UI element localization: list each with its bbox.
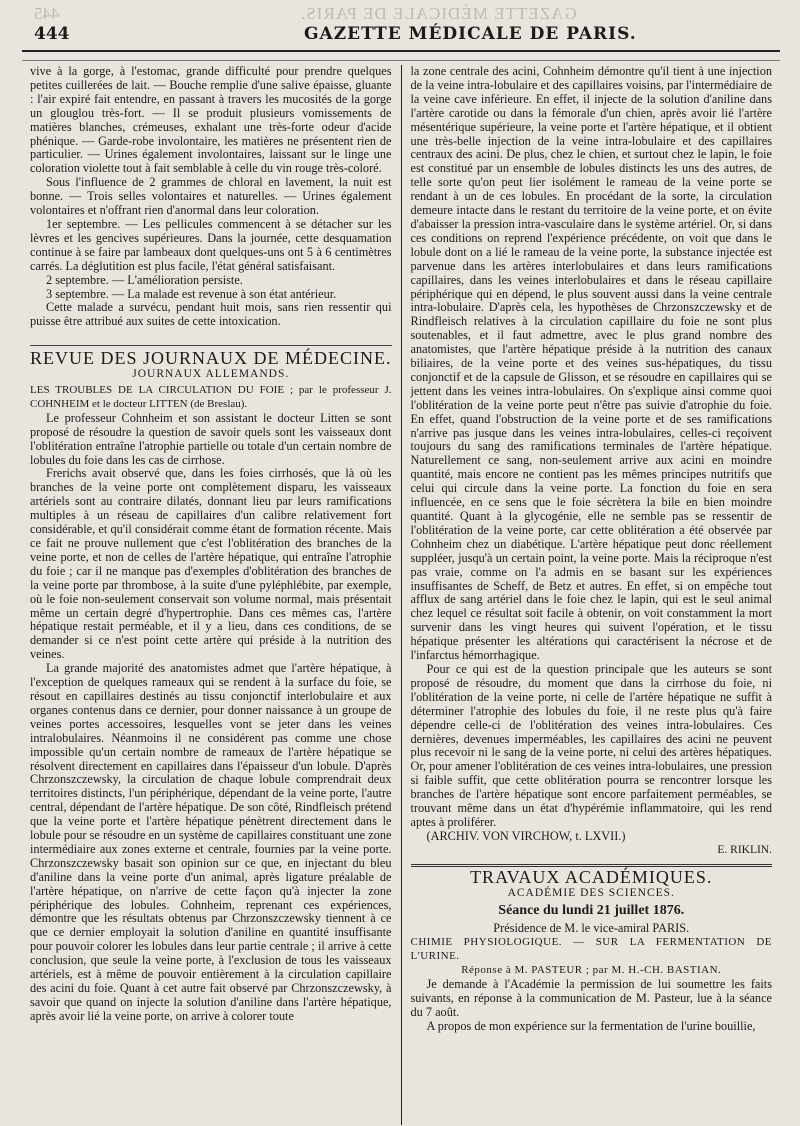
article-title: LES TROUBLES DE LA CIRCULATION DU FOIE ; par le professeur J. COHNHEIM et le docteur LITTEN (de Breslau).: [30, 384, 392, 410]
paragraph: Le professeur Cohnheim et son assistant le docteur Litten se sont proposé de résoudre la question de savoir quels sont les vaisseaux dont l'oblitération entraîne l'atrophie partielle ou totale d'un certain nombre de lobules du foie dans les cas de cirrhose.: [30, 410, 392, 467]
subsection-heading: ACADÉMIE DES SCIENCES.: [507, 886, 675, 899]
paragraph: 1er septembre. — Les pellicules commencent à se détacher sur les lèvres et les gencives supérieures. Dans la journée, cette desquamation continue à se faire par lambeaux dont quelques-uns ont 5 à 6 centimètres carrés. La déglutition est plus facile, l'état général satisfaisant.: [30, 216, 392, 273]
right-column: [402, 65, 781, 1125]
bleedthrough-title: GAZETTE MÉDICALE DE PARIS.: [300, 4, 577, 23]
left-column: [22, 65, 402, 1125]
paragraph: Frerichs avait observé que, dans les foies cirrhosés, que là où les branches de la veine porte ont complètement disparu, les vaisseaux artériels sont au contraire dilatés, donnant lieu par leurs ramifications multiples à un réseau de capillaires d'un calibre relativement fort considérable, et qu'il considérait comme étant de formation récente. Mais ce fait ne prouve nullement que c'est l'oblitération des branches de la veine porte, et non de celles de l'artère hépatique, qui entraîne l'atrophie du foie ; car il ne manque pas d'exemples d'oblitération des branches de la veine porte par thrombose, à la suite d'une pyléphlébite, par exemple, où le foie non-seulement conservait son volume normal, mais présentait même un certain degré d'hypertrophie. Dans ces mêmes cas, l'artère hépatique restait perméable, et il y a lieu, dans ces conditions, de se demander si ce n'est point cette artère qui préside à la nutrition des veines.: [30, 466, 392, 662]
paragraph: (ARCHIV. VON VIRCHOW, t. LXVII.): [426, 828, 626, 843]
paragraph: Je demande à l'Académie la permission de lui soumettre les faits suivants, en réponse à la communication de M. Pasteur, lue à la séance du 7 août.: [410, 977, 772, 1019]
page-header: [22, 24, 780, 52]
author-signature: E. RIKLIN.: [717, 843, 772, 856]
paragraph: vive à la gorge, à l'estomac, grande difficulté pour prendre quelques petites cuillerées de lait. — Bouche remplie d'une salive épaisse, gluante : l'air expiré fait entendre, en passant à travers les mucosités de la gorge un glouglou très-fort. — Il se produit plusieurs vomissements de matières blanches, crémeuses, exhalant une très-forte odeur d'acide phénique. — Garde-robe involontaire, les matières ne présentent rien de particulier. — Urines également involontaires, laissant sur le linge une coloration violette tout à fait semblable à celle du vin rouge très-coloré.: [30, 65, 392, 176]
session-date: Séance du lundi 21 juillet 1876.: [498, 903, 685, 919]
bleedthrough-page-number: 445: [34, 4, 60, 23]
paragraph: Pour ce qui est de la question principale que les auteurs se sont proposé de résoudre, du moment que dans la cirrhose du foie, ni l'oblitération de la veine porte, ni celle de l'artère hépatique ne suffit à déterminer l'atrophie des lobules du foie, il ne reste plus qu'à faire dépendre celle-ci de l'oblitération des veines intra-lobulaires. Ces dernières, devenues imperméables, les capillaires des acini ne peuvent plus recevoir ni le sang de la veine porte, ni celui des artères hépatiques. Or, pour amener l'oblitération de ces veines intra-lobulaires, une pression si faible suffit, que cette oblitération pourra se rencontrer lorsque les branches de l'artère hépatique sont encore parfaitement perméables, se trouvant même dans un état d'hypérémie inflammatoire, qui les rend aptes à proliférer.: [410, 661, 772, 829]
paragraph: La grande majorité des anatomistes admet que l'artère hépatique, à l'exception de quelques rameaux qui se rendent à la surface du foie, se résout en capillaires destinés au tissu conjonctif interlobulaire et aux organes contenus dans ce dernier, pour donner naissance à un groupe de veines portes accessoires, lesquelles vont se jeter dans les veines intralobulaires. Néanmoins il ne considérent pas comme une chose impossible qu'un certain nombre de rameaux de l'artère hépatique se résolvent directement en capillaires dans l'épaisseur d'un lobule. D'après Chrzonszczewsky, la circulation de chaque lobule comprendrait deux territoires distincts, l'un périphérique, dépendant de la veine porte, l'autre central, dépendant de l'artère hépatique. De son côté, Rindfleisch prétend que la veine porte et l'artère hépatique pénètrent directement dans le lobule pour se résoudre en un système de capillaires constituant une zone intermédiaire aux zones externe et centrale, fournies par la veine porte. Chrzonszczewsky basait son opinion sur ce que, en injectant du bleu d'aniline dans la veine porte d'un animal, après ligature préalable de l'artère hépatique, on n'arrive de cette façon qu'à injecter la zone périphérique des lobules. Cohnheim, reprenant ces expériences, démontre que les résultats obtenus par Chrzonszczewsky tiennent à ce que ce dernier employait la solution d'aniline en quantité insuffisante pour pouvoir colorer les lobules dans leur partie centrale ; il arrive à cette conclusion, que seule la veine porte, à l'exclusion de tous les vaisseaux artériels, est à même de pouvoir entièrement à la circulation capillaire des acini du foie. Quant à cet autre fait observé par Chrzonszczewsky, à savoir que quand on injecte la solution d'aniline dans l'artère hépatique, après avoir lié la veine porte, on arrive à colorer toute: [30, 661, 392, 1023]
paragraph: Sous l'influence de 2 grammes de chloral en lavement, la nuit est bonne. — Trois selles volontaires et naturelles. — Urines également volontaires et n'offrant rien d'anormal dans leur coloration.: [30, 175, 392, 218]
article-subtitle: Réponse à M. PASTEUR ; par M. H.-CH. BASTIAN.: [461, 964, 722, 977]
article-title: CHIMIE PHYSIOLOGIQUE. — SUR LA FERMENTATION DE L'URINE.: [410, 936, 772, 963]
journal-title: GAZETTE MÉDICALE DE PARIS.: [304, 24, 637, 44]
paragraph: A propos de mon expérience sur la fermentation de l'urine bouillie,: [426, 1018, 756, 1033]
paragraph: 3 septembre. — La malade est revenue à son état antérieur.: [46, 286, 337, 301]
paragraph: la zone centrale des acini, Cohnheim démontre qu'il tient à une injection de la veine intra-lobulaire et des capillaires voisins, par l'intermédiaire de la veine cave inférieure. En effet, il injecte de la solution d'aniline dans l'artère carotide ou dans la fémorale d'un chien, après avoir lié l'artère mésentérique supérieure, la veine porte et l'artère hépatique, et il obtient une très-belle injection de la veine intra-lobulaire et des capillaires centraux des acini. De plus, chez le chien, et surtout chez le lapin, le foie est constitué par un ensemble de lobules distincts les uns des autres, de telle sorte qu'on peut lier isolément le rameau de la veine porte se rendant à un de ces lobules. En procédant de la sorte, la circulation demeure intacte dans le restant du territoire de la veine porte, et on évite d'abaisser la pression intra-vasculaire dans le système artériel. Or, si dans ces conditions on reprend l'expérience précédente, on voit que dans le lobule dont on a lié le rameau de la veine porte, la substance injectée est parvenue dans les artères interlobulaires et dans leurs ramifications capillaires, dans les veines interlobulaires et dans le réseau capillaire périphérique qui en dépend, le plus souvent aussi dans la veine centrale intra-lobulaire. D'après cela, les hypothèses de Chrzonszczewsky et de Rindfleisch relatives à la circulation capillaire du foie ne sont plus soutenables, et il faut admettre, avec le plus grand nombre des anatomistes, que l'artère hépatique préside à la nutrition des canaux biliaires, de la veine porte et des veines sus-hépatiques, du tissu conjonctif et de la capsule de Glisson, et se résoudre en capillaires qui se jettent dans les veines intra-lobulaires. On s'explique ainsi comme quoi l'oblitération de la veine porte peut n'être pas suivie d'atrophie du foie. En effet, quand l'obstruction de la veine porte et de ses ramifications n'arrive pas jusque dans les veines intra-lobulaires, celles-ci reçoivent toujours du sang des ramifications terminales de l'artère hépatique. Naturellement ce sang, non-seulement arrive aux acini en moindre quantité, mais encore ne contient pas les mêmes principes nutritifs que celui qui circule dans la veine porte. La fonction du foie en sera influencée, en ce sens que le foie sécrètera la bile en bien moindre quantité. Quant à la glycogénie, elle ne semble pas se ressentir de l'oblitération de la veine porte, car cette oblitération a été observée par Cohnheim chez un diabétique. L'artère hépatique peut donc réellement suppléer, jusqu'à un certain point, la veine porte. Mais la réciproque n'est pas vraie, comme on l'a admis en se basant sur les expériences insuffisantes de Scheff, de Betz et autres. En effet, si on empêche tout afflux de sang artériel dans le foie chez le lapin, qui est le seul animal chez lequel ce résultat soit facile à obtenir, on voit constamment la mort survenir dans les vingt heures qui suivent l'opération, et le tissu hépatique présenter les altérations qui caractérisent la nécrose et de l'infarctus hémorrhagique.: [410, 65, 772, 663]
page-number: 444: [34, 24, 70, 44]
columns: [22, 65, 780, 1125]
paragraph: 2 septembre. — L'amélioration persiste.: [46, 272, 243, 287]
header-rule: [22, 52, 780, 61]
paragraph: Cette malade a survécu, pendant huit mois, sans rien ressentir qui puisse être attribué aux suites de cette intoxication.: [30, 300, 392, 329]
section-heading: REVUE DES JOURNAUX DE MÉDECINE.: [30, 345, 392, 366]
subsection-heading: JOURNAUX ALLEMANDS.: [132, 368, 290, 381]
section-heading: TRAVAUX ACADÉMIQUES.: [411, 864, 773, 885]
presidency: Présidence de M. le vice-amiral PARIS.: [493, 921, 690, 936]
